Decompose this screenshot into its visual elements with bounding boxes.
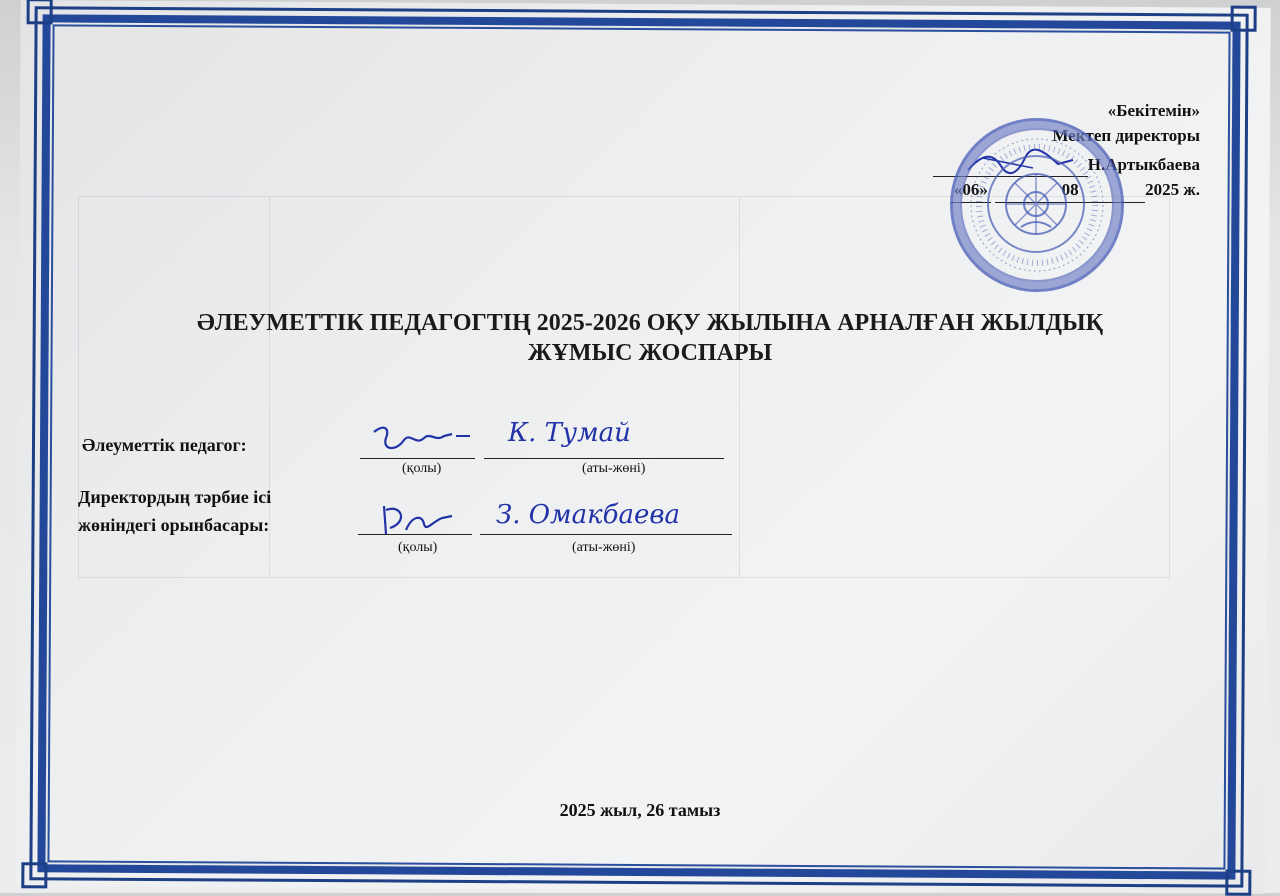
signature-caption: (қолы): [402, 461, 442, 476]
name-caption: (аты-жөні): [582, 461, 646, 476]
approval-position: Мектеп директоры: [1052, 126, 1200, 145]
name-caption: (аты-жөні): [572, 540, 636, 555]
state-emblem-icon: [1001, 169, 1071, 239]
title-line-2: ЖҰМЫС ЖОСПАРЫ: [527, 340, 773, 366]
frame-corner: [27, 0, 53, 24]
approval-month: 08: [995, 177, 1145, 203]
approval-heading: «Бекітемін»: [1107, 101, 1200, 120]
title-line-1: ӘЛЕУМЕТТІК ПЕДАГОГТІҢ 2025-2026 ОҚУ ЖЫЛЫНА АРНАЛҒАН ЖЫЛДЫҚ: [196, 310, 1104, 336]
approval-year: 2025 ж.: [1145, 180, 1200, 199]
pedagogue-signature-icon: [366, 418, 476, 460]
document-title: [60, 308, 1240, 368]
deputy-director-label-line1: Директордың тәрбие ісі: [78, 487, 272, 507]
frame-corner: [1231, 6, 1257, 32]
deputy-director-label-line2: жөніндегі орынбасары:: [78, 515, 270, 535]
frame-corner: [21, 862, 47, 888]
official-seal: [950, 118, 1124, 292]
approval-name: Н.Артыкбаева: [1087, 155, 1200, 174]
deputy-handwritten-name: З. Омакбаева: [496, 500, 681, 530]
pedagogue-handwritten-name: К. Тумай: [508, 418, 631, 448]
signature-caption: (қолы): [398, 540, 438, 555]
document-date: 2025 жыл, 26 тамыз: [559, 800, 721, 820]
seal-emblem: [987, 155, 1085, 253]
social-pedagogue-label: Әлеуметтік педагог:: [82, 435, 247, 455]
frame-corner: [1225, 870, 1251, 896]
name-line: [484, 458, 724, 459]
name-line: [480, 534, 732, 535]
deputy-signature-icon: [372, 500, 462, 540]
approval-day: «06»: [951, 177, 991, 203]
